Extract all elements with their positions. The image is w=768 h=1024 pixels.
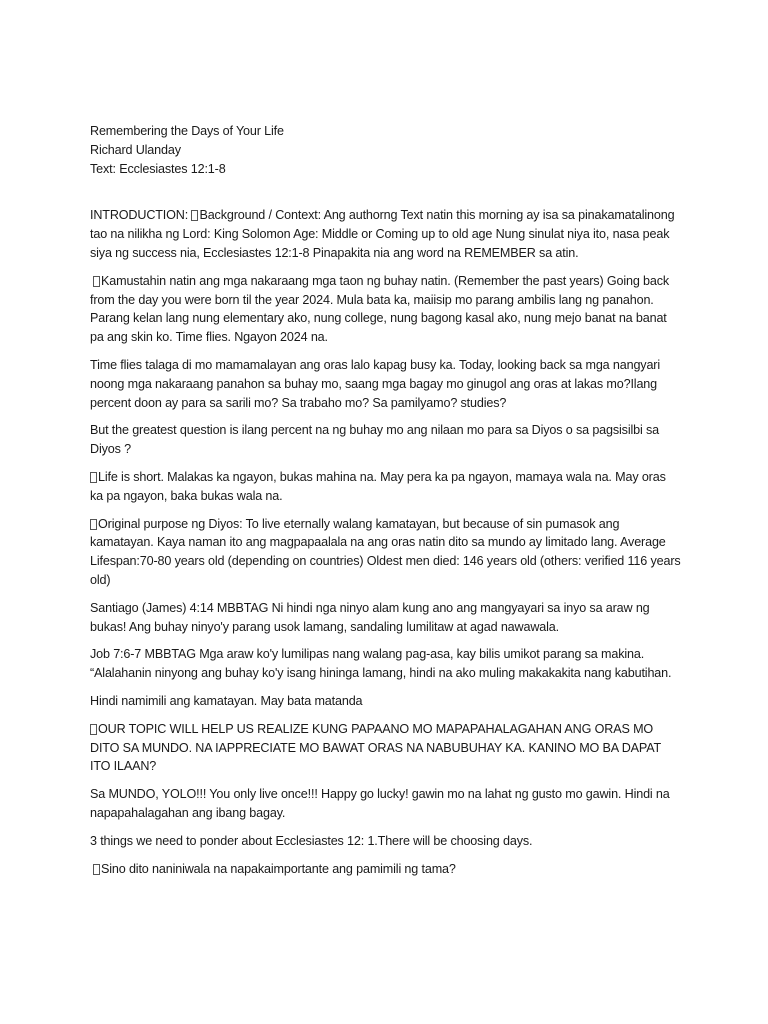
paragraph [90, 832, 682, 851]
paragraph-text: 3 things we need to ponder about Ecclesiastes 12: 1.There will be choosing days. [90, 833, 533, 848]
paragraph-text: Job 7:6-7 MBBTAG Mga araw ko'y lumilipas nang walang pag-asa, kay bilis umikot parang sa makina. “Alalahanin ninyong ang buhay ko'y isang hininga lamang, hindi na ako muling makakakita nang kabutihan. [90, 647, 672, 681]
paragraph-text: Time flies talaga di mo mamamalayan ang oras lalo kapag busy ka. Today, looking back sa mga nangyari noong mga nakaraang panahon sa buhay mo, saang mga bagay mo ginugol ang oras at lakas mo?Ilang percent doon ay para sa sarili mo? Sa trabaho mo? Sa pamilyamo? studies? [90, 357, 660, 410]
missing-glyph-icon [90, 724, 97, 735]
spacer [90, 178, 682, 206]
paragraph [90, 785, 682, 823]
paragraph-text: Original purpose ng Diyos: To live eternally walang kamatayan, but because of sin pumasok ang kamatayan. Kaya naman ito ang magpapaalala na ang oras natin dito sa mundo ay limitado lang. Average Lifespan:70-80 years old (depending on countries) Oldest men died: 146 years old (others: verified 116 years old) [90, 516, 681, 587]
paragraph [90, 468, 682, 506]
paragraph-text: Kamustahin natin ang mga nakaraang mga taon ng buhay natin. (Remember the past years) Going back from the day you were born til the year 2024. Mula bata ka, maiisip mo parang ambilis lang ng panahon. Parang kelan lang nung elementary ako, nung college, nung bagong kasal ako, nung mejo banat na banat pa ang skin ko. Time flies. Ngayon 2024 na. [90, 273, 670, 345]
paragraph-text: Sino dito naniniwala na napakaimportante ang pamimili ng tama? [101, 861, 456, 876]
paragraph [90, 692, 682, 711]
document-page [90, 122, 682, 887]
missing-glyph-icon [93, 864, 100, 875]
missing-glyph-icon [90, 472, 97, 483]
paragraph [90, 356, 682, 412]
paragraph [90, 645, 682, 683]
document-title: Remembering the Days of Your Life [90, 124, 284, 138]
paragraph [90, 272, 682, 347]
document-author: Richard Ulanday [90, 142, 181, 157]
paragraph-text: Santiago (James) 4:14 MBBTAG Ni hindi nga ninyo alam kung ano ang mangyayari sa inyo sa araw ng bukas! Ang buhay ninyo'y parang usok lamang, sandaling lumilitaw at agad nawawala. [90, 600, 650, 634]
paragraph-introduction [90, 206, 682, 262]
paragraph [90, 720, 682, 776]
paragraph-text: But the greatest question is ilang percent na ng buhay mo ang nilaan mo para sa Diyos o sa pagsisilbi sa Diyos ? [90, 423, 659, 457]
intro-body: Background / Context: Ang authorng Text natin this morning ay isa sa pinakamatalinong tao na nilikha ng Lord: King Solomon Age: Middle or Coming up to old age Nung sinulat niya ito, nasa peak siya ng success nia, Ecclesiastes 12:1-8 Pinapakita nia ang word na REMEMBER sa atin. [90, 208, 675, 260]
missing-glyph-icon [93, 276, 100, 287]
paragraph [90, 515, 682, 590]
paragraph [90, 421, 682, 459]
paragraph-text: Sa MUNDO, YOLO!!! You only live once!!! Happy go lucky! gawin mo na lahat ng gusto mo gawin. Hindi na napapahalagahan ang ibang bagay. [90, 787, 670, 820]
missing-glyph-icon [191, 210, 198, 221]
intro-label: INTRODUCTION: [90, 208, 192, 223]
paragraph-text: Life is short. Malakas ka ngayon, bukas mahina na. May pera ka pa ngayon, mamaya wala na. May oras ka pa ngayon, baka bukas wala na. [90, 469, 666, 503]
missing-glyph-icon [90, 519, 97, 530]
paragraph-text: OUR TOPIC WILL HELP US REALIZE KUNG PAPAANO MO MAPAPAHALAGAHAN ANG ORAS MO DITO SA MUNDO. NA IAPPRECIATE MO BAWAT ORAS NA NABUBUHAY KA. KANINO MO BA DAPAT ITO ILAAN? [90, 721, 661, 774]
paragraph-text: Hindi namimili ang kamatayan. May bata matanda [90, 693, 363, 708]
scripture-reference: Text: Ecclesiastes 12:1-8 [90, 161, 226, 176]
paragraph [90, 599, 682, 637]
paragraph [90, 860, 682, 879]
